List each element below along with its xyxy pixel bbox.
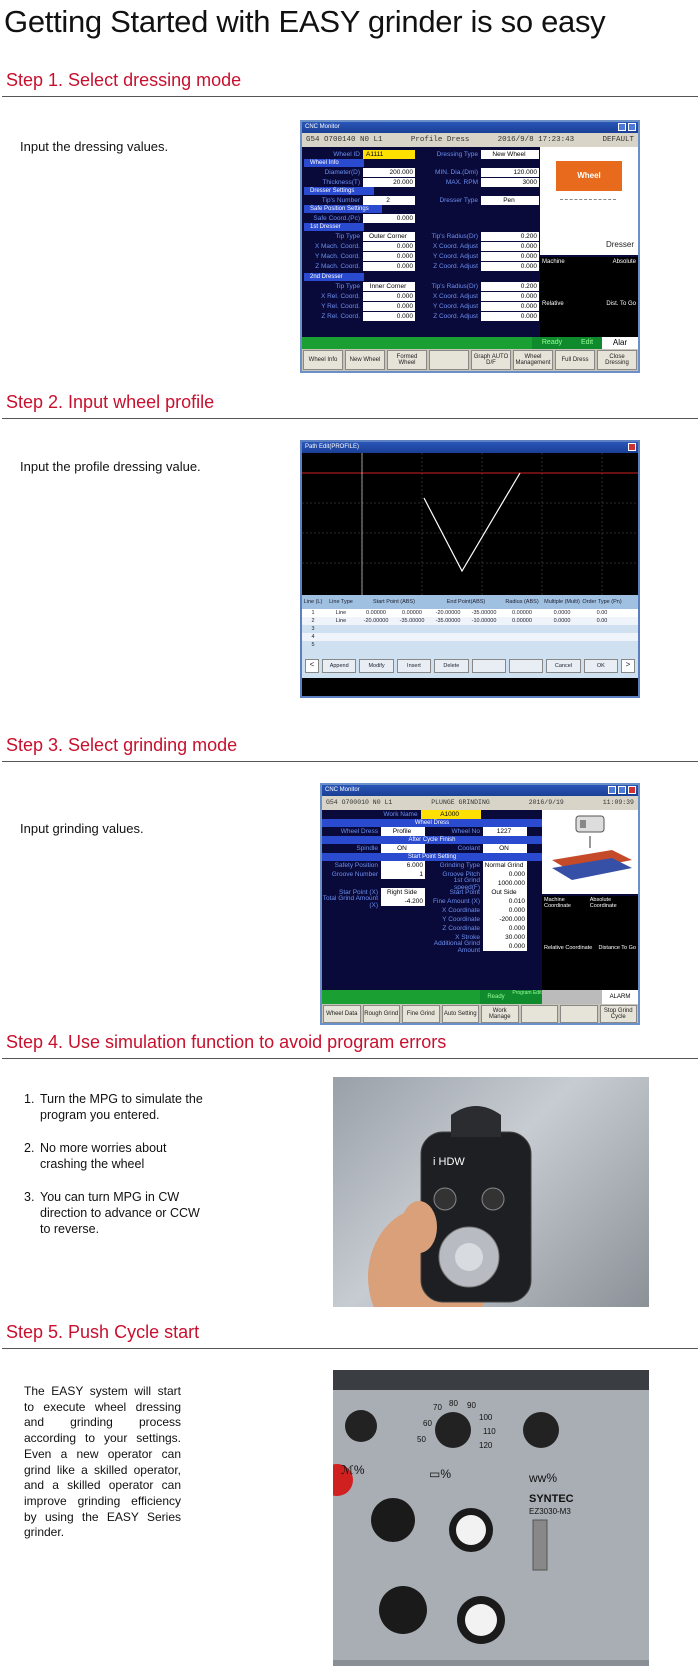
cell: -20.00000: [435, 610, 461, 616]
cell: Line: [335, 618, 347, 624]
x-mach-field[interactable]: 0.000: [363, 242, 415, 251]
grind-speed-field[interactable]: 1000.000: [483, 879, 527, 888]
x-adjust-field[interactable]: 0.000: [481, 242, 539, 251]
wheel-info-section: Wheel Info: [304, 159, 364, 167]
dressing-type-label: Dressing Type: [436, 150, 478, 158]
grind-speed-label: 1st Grind speed(F): [453, 876, 480, 891]
item-number: 2.: [24, 1141, 35, 1155]
cell: 1: [311, 610, 315, 616]
close-icon[interactable]: [628, 123, 636, 131]
min-dia-label: MIN. Dia.(Dmi): [435, 168, 478, 176]
modify-button[interactable]: Modify: [359, 659, 393, 673]
y-adjust-label: Y Coord. Adjust: [432, 252, 478, 260]
fkey-3[interactable]: Fine Grind: [402, 1005, 440, 1023]
y-rel-field[interactable]: 0.000: [363, 302, 415, 311]
item-text: Turn the MPG to simulate the program you entered.: [40, 1092, 203, 1122]
maximize-icon[interactable]: [618, 786, 626, 794]
coordinate-panel: [542, 896, 638, 990]
thickness-label: Thickness(T): [322, 178, 360, 186]
x-rel-label: X Rel. Coord.: [320, 292, 360, 300]
grinding-type-label: Grinding Type: [439, 862, 480, 869]
wheel-id-label: Wheel ID: [333, 150, 360, 158]
grinding-illustration: [542, 810, 638, 894]
safety-pos-field[interactable]: 6.000: [381, 861, 425, 870]
groove-pitch-field[interactable]: 0.000: [483, 870, 527, 879]
window-titlebar: [302, 122, 638, 133]
z-adjust-2-field[interactable]: 0.000: [481, 312, 539, 321]
work-name-field[interactable]: A1000: [421, 810, 481, 819]
y-mach-field[interactable]: 0.000: [363, 252, 415, 261]
tips-number-label: Tip's Number: [321, 196, 360, 204]
start-point-label: Start Point: [449, 889, 480, 896]
z-rel-label: Z Rel. Coord.: [321, 312, 360, 320]
fkey-7[interactable]: Full Dress: [555, 350, 595, 370]
cell: 0.00: [596, 610, 608, 616]
control-panel-illustration: [333, 1370, 649, 1666]
syntec-brand: SYNTEC: [529, 1493, 574, 1505]
start-point-select[interactable]: Out Side: [483, 888, 527, 897]
dresser-type-label: Dresser Type: [439, 196, 478, 204]
cell: Line: [335, 610, 347, 616]
svg-text:ℳ%: ℳ%: [341, 1463, 365, 1477]
window-titlebar: [302, 442, 638, 453]
window-title: CNC Monitor: [325, 787, 360, 793]
x-adjust-label: X Coord. Adjust: [432, 242, 478, 250]
cell: 0.0000: [553, 618, 571, 624]
svg-text:ww%: ww%: [529, 1471, 558, 1485]
path-table: [302, 595, 638, 678]
work-name-label: Work Name: [383, 811, 418, 818]
y-coord-field[interactable]: -200.000: [483, 915, 527, 924]
tip-radius-2-field[interactable]: 0.200: [481, 282, 539, 291]
cell: 0.00: [596, 618, 608, 624]
x-coord-field[interactable]: 0.000: [483, 906, 527, 915]
dial-label-120: 120: [479, 1441, 493, 1450]
close-icon[interactable]: [628, 443, 636, 451]
item-number: 1.: [24, 1092, 35, 1106]
step-3-divider: [2, 761, 698, 762]
fkey-6[interactable]: [521, 1005, 559, 1023]
window-titlebar: [322, 785, 638, 796]
tip-radius-2-label: Tip's Radius(Dr): [431, 282, 478, 290]
second-dresser-section: 2nd Dresser: [304, 273, 364, 281]
max-rpm-field[interactable]: 3000: [481, 178, 539, 187]
wheel-id-field[interactable]: A1111: [363, 150, 415, 159]
diameter-label: Diameter(D): [324, 168, 360, 176]
list-item: [24, 1091, 204, 1123]
delete-button[interactable]: Delete: [434, 659, 468, 673]
prev-icon[interactable]: <: [305, 659, 319, 673]
fkey-4[interactable]: Auto Setting: [442, 1005, 480, 1023]
step-2-divider: [2, 418, 698, 419]
date-status: 2016/9/19: [528, 799, 564, 806]
program-status: G54 O700140 N0 L1: [306, 136, 383, 144]
add-grind-field[interactable]: 0.000: [483, 942, 527, 951]
step-4-heading: Step 4. Use simulation function to avoid program errors: [6, 1032, 447, 1052]
page-title: Getting Started with EASY grinder is so easy: [4, 4, 606, 39]
minimize-icon[interactable]: [608, 786, 616, 794]
step-4-list: [24, 1091, 204, 1254]
safe-coord-field[interactable]: 0.000: [363, 214, 415, 223]
profile-screen: [300, 440, 640, 698]
dresser-settings-section: Dresser Settings: [304, 187, 374, 195]
cell: 4: [311, 634, 315, 640]
x-stroke-label: X Stroke: [455, 934, 480, 941]
z-adjust-2-label: Z Coord. Adjust: [433, 312, 478, 320]
cell: 2: [311, 618, 315, 624]
table-row[interactable]: [302, 609, 638, 617]
wheel-shape: Wheel: [556, 161, 622, 191]
fkey-6[interactable]: Wheel Management: [513, 350, 553, 370]
safe-position-section: Safe Position Settings: [304, 205, 382, 213]
profile-graph: [302, 453, 638, 595]
list-item: [24, 1140, 204, 1172]
add-grind-label: Additional Grind Amount: [433, 939, 480, 954]
minimize-icon[interactable]: [618, 123, 626, 131]
alarm-indicator: Alar: [602, 337, 638, 349]
step-5-text: The EASY system will start to execute wheel dressing and grinding process according to your settings. Even a new operator can grind like a skilled operator, and a skilled operator can improve grinding efficiency by using the EASY Series grinder.: [24, 1384, 181, 1540]
mode-status: Profile Dress: [410, 136, 470, 144]
start-point-section: Start Point Setting: [322, 853, 542, 861]
safety-pos-label: Safety Position: [334, 862, 378, 869]
total-grind-field[interactable]: -4.200: [381, 897, 425, 906]
mpg-illustration: [333, 1077, 649, 1307]
insert-button[interactable]: Insert: [397, 659, 431, 673]
dist-to-go-label: Dist. To Go: [606, 301, 636, 307]
empty-button[interactable]: [472, 659, 506, 673]
wheel-no-label: Wheel No: [451, 828, 480, 835]
cancel-button[interactable]: Cancel: [546, 659, 580, 673]
wheel-dress-select[interactable]: Profile: [381, 827, 425, 836]
col-start: Start Point (ABS): [373, 599, 415, 605]
spindle-label: Spindle: [356, 845, 378, 852]
step-4-divider: [2, 1058, 698, 1059]
coolant-label: Coolant: [457, 845, 480, 852]
cell: -35.00000: [435, 618, 461, 624]
total-grind-label: Total Grind Amount (X): [322, 894, 378, 909]
dial-label-80: 80: [449, 1399, 458, 1408]
dash-line: [560, 199, 616, 200]
z-adjust-label: Z Coord. Adjust: [433, 262, 478, 270]
grinding-screen: [320, 783, 640, 1025]
empty-button[interactable]: [509, 659, 543, 673]
x-stroke-field[interactable]: 30.000: [483, 933, 527, 942]
fkey-5[interactable]: Work Manage: [481, 1005, 519, 1023]
cell: 5: [311, 642, 315, 648]
cell: -10.00000: [471, 618, 497, 624]
z-coord-label: Z Coordinate: [442, 925, 480, 932]
ready-indicator: Ready: [480, 990, 512, 1004]
step-1-heading: Step 1. Select dressing mode: [6, 70, 242, 90]
z-adjust-field[interactable]: 0.000: [481, 262, 539, 271]
cell: 0.0000: [553, 610, 571, 616]
fkey-7[interactable]: [560, 1005, 598, 1023]
append-button[interactable]: Append: [322, 659, 356, 673]
cell: -35.00000: [399, 618, 425, 624]
step-3-heading: Step 3. Select grinding mode: [6, 735, 238, 755]
datetime-status: 2016/9/8 17:23:43: [497, 136, 575, 144]
x-mach-label: X Mach. Coord.: [314, 242, 360, 250]
col-multiple: Multiple (Multi): [544, 599, 580, 605]
fkey-1[interactable]: Wheel Data: [323, 1005, 361, 1023]
plunge-diagram: [542, 810, 638, 894]
grinding-type-select[interactable]: Normal Grind: [483, 861, 527, 870]
max-rpm-label: MAX. RPM: [445, 178, 478, 186]
fkey-5[interactable]: Graph AUTO D/F: [471, 350, 511, 370]
fine-amount-label: Fine Amount (X): [433, 898, 480, 905]
fkey-8[interactable]: Close Dressing: [597, 350, 637, 370]
col-radius: Radius (ABS): [505, 599, 539, 605]
program-status: G54 O700010 N0 L1: [326, 799, 393, 806]
star-point-label: Star Point (X): [338, 889, 378, 896]
relative-coord-label: Relative Coordinate: [544, 945, 593, 951]
tip-radius-label: Tip's Radius(Dr): [431, 232, 478, 240]
dial-label-90: 90: [467, 1401, 476, 1410]
item-text: No more worries about crashing the wheel: [40, 1141, 167, 1171]
list-item: [24, 1189, 204, 1237]
tip-type-select[interactable]: Outer Corner: [363, 232, 415, 241]
tip-radius-field[interactable]: 0.200: [481, 232, 539, 241]
dial-label-100: 100: [479, 1413, 493, 1422]
col-end: End Point(ABS): [446, 599, 486, 605]
step-1-divider: [2, 96, 698, 97]
dressing-screen: [300, 120, 640, 373]
mpg-photo: [333, 1077, 649, 1307]
cell: 0.00000: [512, 610, 532, 616]
col-line: Line (L): [303, 599, 323, 605]
cell: 0.00000: [512, 618, 532, 624]
step-5-divider: [2, 1348, 698, 1349]
tip-type-2-label: Tip Type: [335, 282, 360, 290]
edit-indicator: Edit: [572, 337, 602, 349]
wheel-dress-section: Wheel Dress: [322, 819, 542, 827]
z-mach-label: Z Mach. Coord.: [315, 262, 360, 270]
wheel-no-field[interactable]: 1227: [483, 827, 527, 836]
thickness-field[interactable]: 20.000: [363, 178, 415, 187]
dial-label-110: 110: [483, 1427, 496, 1436]
fkey-8[interactable]: Stop Grind Cycle: [600, 1005, 638, 1023]
groove-num-label: Groove Number: [331, 871, 378, 878]
y-coord-label: Y Coordinate: [442, 916, 480, 923]
cell: -20.00000: [363, 618, 389, 624]
svg-text:▭%: ▭%: [429, 1467, 452, 1481]
x-coord-label: X Coordinate: [442, 907, 480, 914]
z-mach-field[interactable]: 0.000: [363, 262, 415, 271]
step-5-heading: Step 5. Push Cycle start: [6, 1322, 200, 1342]
status-bar: [302, 133, 638, 147]
brand-label: i HDW: [433, 1156, 465, 1168]
close-icon[interactable]: [628, 786, 636, 794]
y-adjust-field[interactable]: 0.000: [481, 252, 539, 261]
tip-type-2-select[interactable]: Inner Corner: [363, 282, 415, 291]
function-keys: [322, 1004, 638, 1024]
table-row[interactable]: [302, 625, 638, 633]
table-row[interactable]: [302, 633, 638, 641]
window-title: Path Edit(PROFILE): [305, 444, 360, 450]
dial-label-50: 50: [417, 1435, 426, 1444]
fkey-2[interactable]: Rough Grind: [363, 1005, 401, 1023]
control-panel-photo: [333, 1370, 649, 1666]
z-rel-field[interactable]: 0.000: [363, 312, 415, 321]
groove-num-field[interactable]: 1: [381, 870, 425, 879]
dresser-label: Dresser: [605, 240, 634, 249]
col-type: Line Type: [329, 599, 353, 605]
syntec-model: EZ3030-M3: [529, 1507, 571, 1516]
cell: 0.00000: [366, 610, 386, 616]
relative-label: Relative: [542, 301, 564, 307]
x-adjust-2-label: X Coord. Adjust: [432, 292, 478, 300]
dial-label-60: 60: [423, 1419, 432, 1428]
time-status: 11:09:39: [602, 799, 634, 806]
default-status: DEFAULT: [602, 136, 634, 144]
groove-pitch-label: Groove Pitch: [442, 871, 480, 878]
cell: 0.00000: [402, 610, 422, 616]
step-3-text: Input grinding values.: [20, 821, 144, 836]
after-cycle-section: After Cycle Finish: [322, 836, 542, 844]
dist-to-go-label: Distance To Go: [598, 945, 636, 951]
fine-amount-field[interactable]: 0.010: [483, 897, 527, 906]
table-row[interactable]: [302, 641, 638, 649]
machine-coord-label: Machine Coordinate: [544, 897, 571, 909]
dressing-type-select[interactable]: New Wheel: [481, 150, 539, 159]
progress-bar: [302, 337, 532, 349]
absolute-coord-label: Absolute Coordinate: [589, 897, 617, 909]
first-dresser-section: 1st Dresser: [304, 223, 364, 231]
fkey-3[interactable]: Formed Wheel: [387, 350, 427, 370]
fkey-1[interactable]: Wheel Info: [303, 350, 343, 370]
y-mach-label: Y Mach. Coord.: [314, 252, 360, 260]
status-bar: [322, 796, 638, 810]
wheel-dress-label: Wheel Dress: [340, 828, 378, 835]
dial-label-70: 70: [433, 1403, 442, 1412]
ok-button[interactable]: OK: [584, 659, 618, 673]
fkey-2[interactable]: New Wheel: [345, 350, 385, 370]
dresser-type-select[interactable]: Pen: [481, 196, 539, 205]
function-keys: [302, 349, 638, 371]
window-title: CNC Monitor: [305, 124, 340, 130]
y-adjust-2-label: Y Coord. Adjust: [432, 302, 478, 310]
y-rel-label: Y Rel. Coord.: [321, 302, 360, 310]
program-edit-indicator: Program Edit: [512, 990, 542, 1004]
col-order: Order Type (Pn): [582, 599, 622, 605]
cell: -35.00000: [471, 610, 497, 616]
cell: 3: [311, 626, 315, 632]
mode-status: PLUNGE GRINDING: [431, 799, 490, 806]
star-point-select[interactable]: Right Side: [381, 888, 425, 897]
tip-type-label: Tip Type: [335, 232, 360, 240]
step-2-text: Input the profile dressing value.: [20, 459, 201, 474]
ready-indicator: Ready: [532, 337, 572, 349]
safe-coord-label: Safe Coord.(Pc): [313, 214, 360, 222]
coordinate-panel: [540, 257, 638, 337]
diameter-field[interactable]: 200.000: [363, 168, 415, 177]
machine-label: Machine: [542, 259, 565, 265]
z-coord-field[interactable]: 0.000: [483, 924, 527, 933]
absolute-label: Absolute: [612, 259, 636, 265]
item-text: You can turn MPG in CW direction to advance or CCW to reverse.: [40, 1190, 200, 1236]
table-row[interactable]: [302, 617, 638, 625]
item-number: 3.: [24, 1190, 35, 1204]
spindle-select[interactable]: ON: [381, 844, 425, 853]
step-2-heading: Step 2. Input wheel profile: [6, 392, 215, 412]
next-icon[interactable]: >: [621, 659, 635, 673]
wheel-diagram: [540, 147, 638, 255]
y-adjust-2-field[interactable]: 0.000: [481, 302, 539, 311]
blank-indicator: [542, 990, 602, 1004]
alarm-indicator: ALARM: [602, 990, 638, 1004]
x-adjust-2-field[interactable]: 0.000: [481, 292, 539, 301]
fkey-4[interactable]: [429, 350, 469, 370]
x-rel-field[interactable]: 0.000: [363, 292, 415, 301]
min-dia-field[interactable]: 120.000: [481, 168, 539, 177]
progress-bar: [322, 990, 480, 1004]
tips-number-select[interactable]: 2: [363, 196, 415, 205]
coolant-select[interactable]: ON: [483, 844, 527, 853]
step-1-text: Input the dressing values.: [20, 139, 169, 154]
